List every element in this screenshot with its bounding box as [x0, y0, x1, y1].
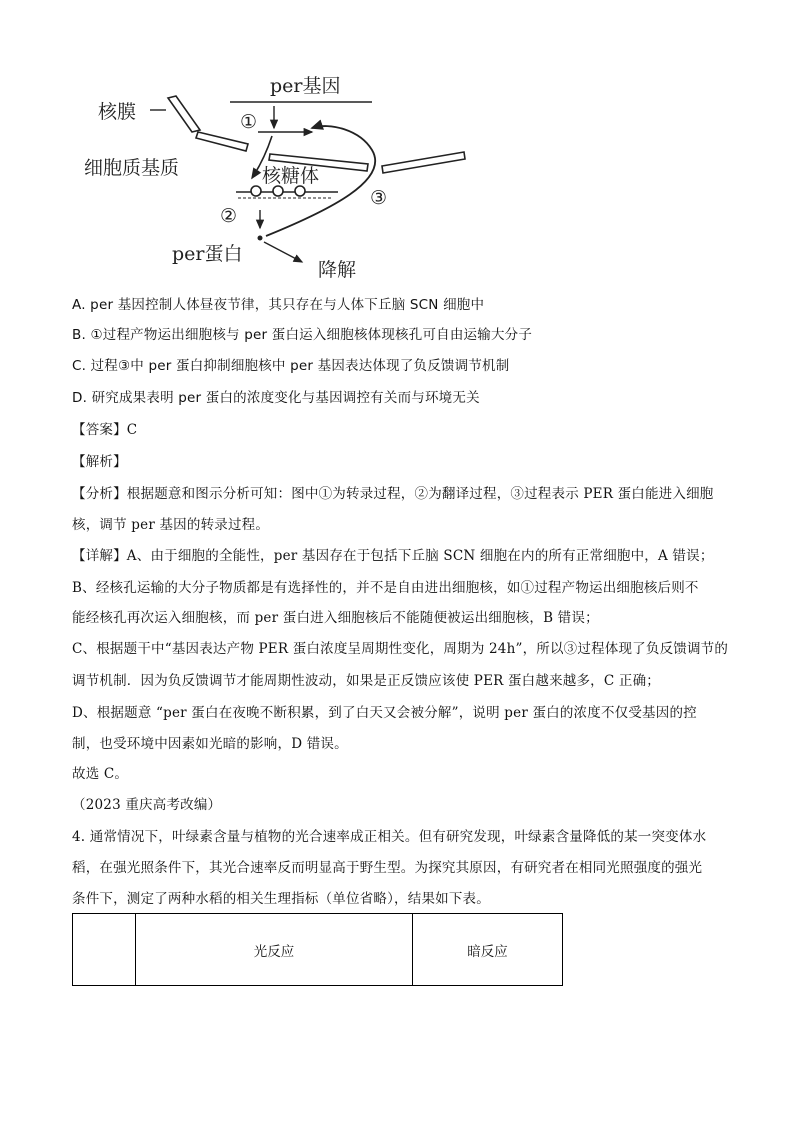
protein-label: per蛋白	[172, 243, 243, 265]
source-note: （2023 重庆高考改编）	[72, 797, 222, 813]
option-d: D. 研究成果表明 per 蛋白的浓度变化与基因调控有关而与环境无关	[72, 390, 480, 406]
question4-line: 稻，在强光照条件下，其光合速率反而明显高于野生型。为探究其原因，有研究者在相同光照强度的强光	[72, 860, 703, 876]
membrane-label: 核膜	[98, 101, 137, 123]
analysis-line: 核，调节 per 基因的转录过程。	[72, 517, 270, 533]
per-protein-dot	[258, 236, 263, 241]
analysis-line: 制，也受环境中因素如光暗的影响，D 错误。	[72, 736, 348, 752]
table-header-dark-reaction: 暗反应	[413, 914, 563, 986]
analysis-line: B、经核孔运输的大分子物质都是有选择性的，并不是自由进出细胞核，如①过程产物运出细胞核后则不	[72, 580, 699, 596]
gene-label: per基因	[270, 75, 341, 97]
analysis-line: 【详解】A、由于细胞的全能性，per 基因存在于包括下丘脑 SCN 细胞在内的所有正常细胞中，A 错误；	[72, 548, 714, 564]
question4-line: 条件下，测定了两种水稻的相关生理指标（单位省略），结果如下表。	[72, 891, 490, 907]
ribosome-label: 核糖体	[262, 165, 320, 187]
ribosome-circles	[251, 186, 305, 196]
analysis-line: 能经核孔再次运入细胞核，而 per 蛋白进入细胞核后不能随便被运出细胞核，B 错误；	[72, 610, 599, 626]
analysis-heading: 【解析】	[72, 454, 127, 470]
question4-line: 4. 通常情况下，叶绿素含量与植物的光合速率成正相关。但有研究发现，叶绿素含量降低的某一突变体水	[72, 829, 707, 845]
per-gene-diagram-svg	[80, 70, 480, 285]
analysis-line: 【分析】根据题意和图示分析可知：图中①为转录过程，②为翻译过程，③过程表示 PER 蛋白能进入细胞	[72, 486, 714, 502]
step2-label: ②	[220, 205, 238, 227]
table-cell-blank	[73, 914, 136, 986]
results-table	[72, 913, 563, 986]
degrade-arrow	[264, 242, 302, 262]
answer-line: 【答案】C	[72, 422, 138, 438]
option-c: C. 过程③中 per 蛋白抑制细胞核中 per 基因表达体现了负反馈调节机制	[72, 358, 510, 374]
cytoplasm-label: 细胞质基质	[84, 157, 180, 179]
step3-label: ③	[370, 187, 388, 209]
step1-label: ①	[240, 111, 258, 133]
analysis-line: C、根据题干中“基因表达产物 PER 蛋白浓度呈周期性变化，周期为 24h”，所以③过程体现了负反馈调节的	[72, 641, 729, 657]
option-b: B. ①过程产物运出细胞核与 per 蛋白运入细胞核体现核孔可自由运输大分子	[72, 327, 533, 343]
option-a: A. per 基因控制人体昼夜节律，其只存在与人体下丘脑 SCN 细胞中	[72, 297, 485, 313]
table-header-light-reaction: 光反应	[136, 914, 413, 986]
analysis-line: 故选 C。	[72, 766, 129, 782]
nuclear-membrane	[168, 96, 465, 173]
degrade-label: 降解	[318, 259, 357, 281]
per-gene-diagram	[80, 70, 480, 285]
analysis-line: 调节机制．因为负反馈调节才能周期性波动，如果是正反馈应该使 PER 蛋白越来越多，C 正确；	[72, 673, 661, 689]
table-row	[73, 914, 563, 986]
analysis-line: D、根据题意 “per 蛋白在夜晚不断积累，到了白天又会被分解”，说明 per 蛋白的浓度不仅受基因的控	[72, 705, 697, 721]
